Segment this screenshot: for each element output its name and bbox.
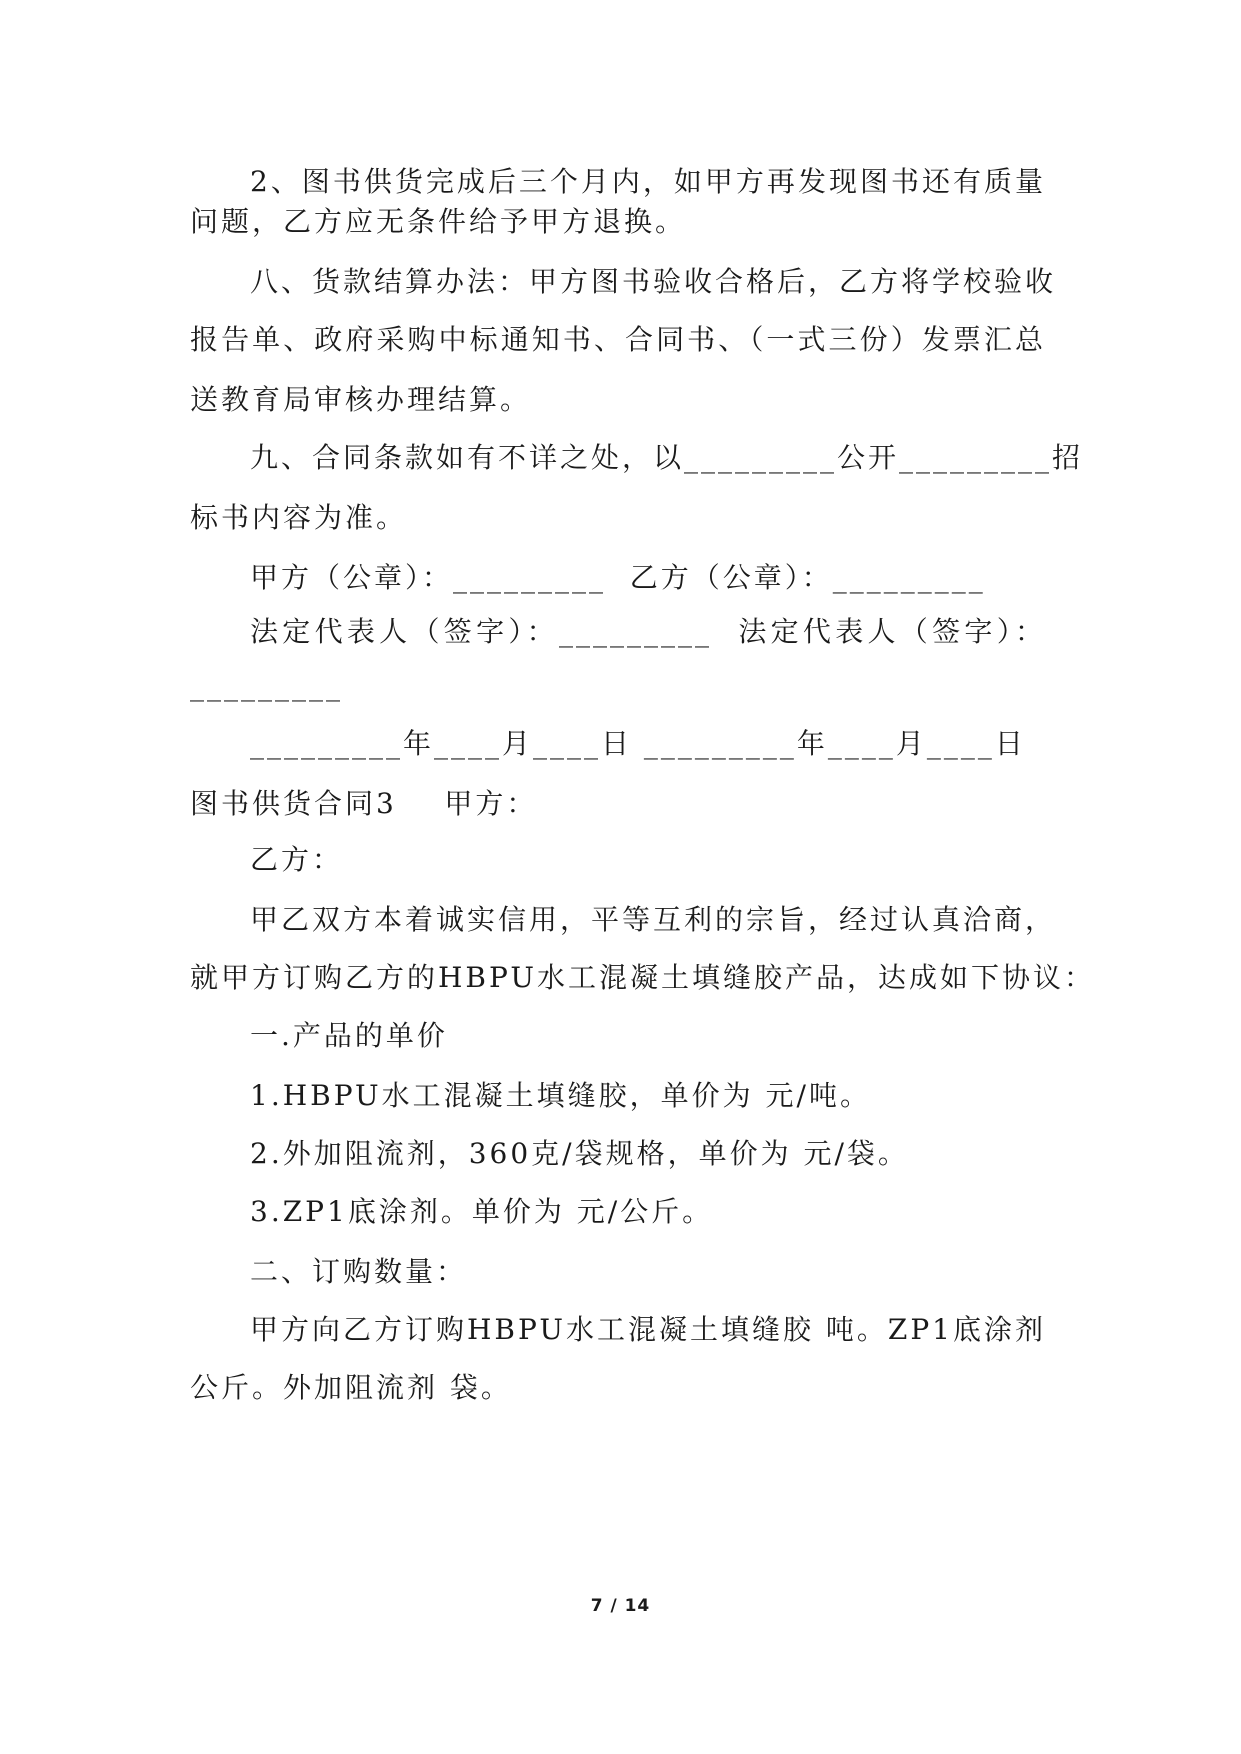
paragraph-line: 甲乙双方本着诚实信用，平等互利的宗旨，经过认真洽商， — [250, 903, 1057, 936]
paragraph-line: 报告单、政府采购中标通知书、合同书、（一式三份）发票汇总 — [190, 323, 1046, 356]
party-b-line: 乙方： — [250, 843, 344, 876]
paragraph-line: 标书内容为准。 — [190, 501, 408, 534]
list-item: 3.ZP1底涂剂。单价为 元/公斤。 — [250, 1195, 714, 1228]
contract-title-line: 图书供货合同3 甲方： — [190, 787, 538, 820]
page-number: 7 / 14 — [590, 1596, 651, 1616]
paragraph-line: 甲方向乙方订购HBPU水工混凝土填缝胶 吨。ZP1底涂剂 — [250, 1313, 1046, 1346]
paragraph-line: 公斤。外加阻流剂 袋。 — [190, 1371, 512, 1404]
signature-line-blank: _________ — [190, 669, 343, 702]
paragraph-line: 送教育局审核办理结算。 — [190, 383, 532, 416]
section-heading: 二、订购数量： — [250, 1255, 468, 1288]
paragraph-line: 九、合同条款如有不详之处，以_________公开_________招 — [250, 441, 1084, 474]
paragraph-line: 八、货款结算办法：甲方图书验收合格后，乙方将学校验收 — [250, 265, 1057, 298]
paragraph-line: 就甲方订购乙方的HBPU水工混凝土填缝胶产品，达成如下协议： — [190, 961, 1095, 994]
list-item: 1.HBPU水工混凝土填缝胶，单价为 元/吨。 — [250, 1079, 871, 1112]
signature-line-seal: 甲方（公章）：_________ 乙方（公章）：_________ — [250, 561, 986, 594]
list-item: 2.外加阻流剂，360克/袋规格，单价为 元/袋。 — [250, 1137, 909, 1170]
paragraph-line: 2、图书供货完成后三个月内，如甲方再发现图书还有质量 — [250, 165, 1046, 198]
paragraph-line: 问题，乙方应无条件给予甲方退换。 — [190, 205, 687, 238]
signature-line-representative: 法定代表人（签字）：_________ 法定代表人（签字）： — [250, 615, 1046, 648]
section-heading: 一.产品的单价 — [250, 1019, 448, 1052]
date-line: _________年____月____日 _________年____月____日 — [250, 727, 1026, 760]
